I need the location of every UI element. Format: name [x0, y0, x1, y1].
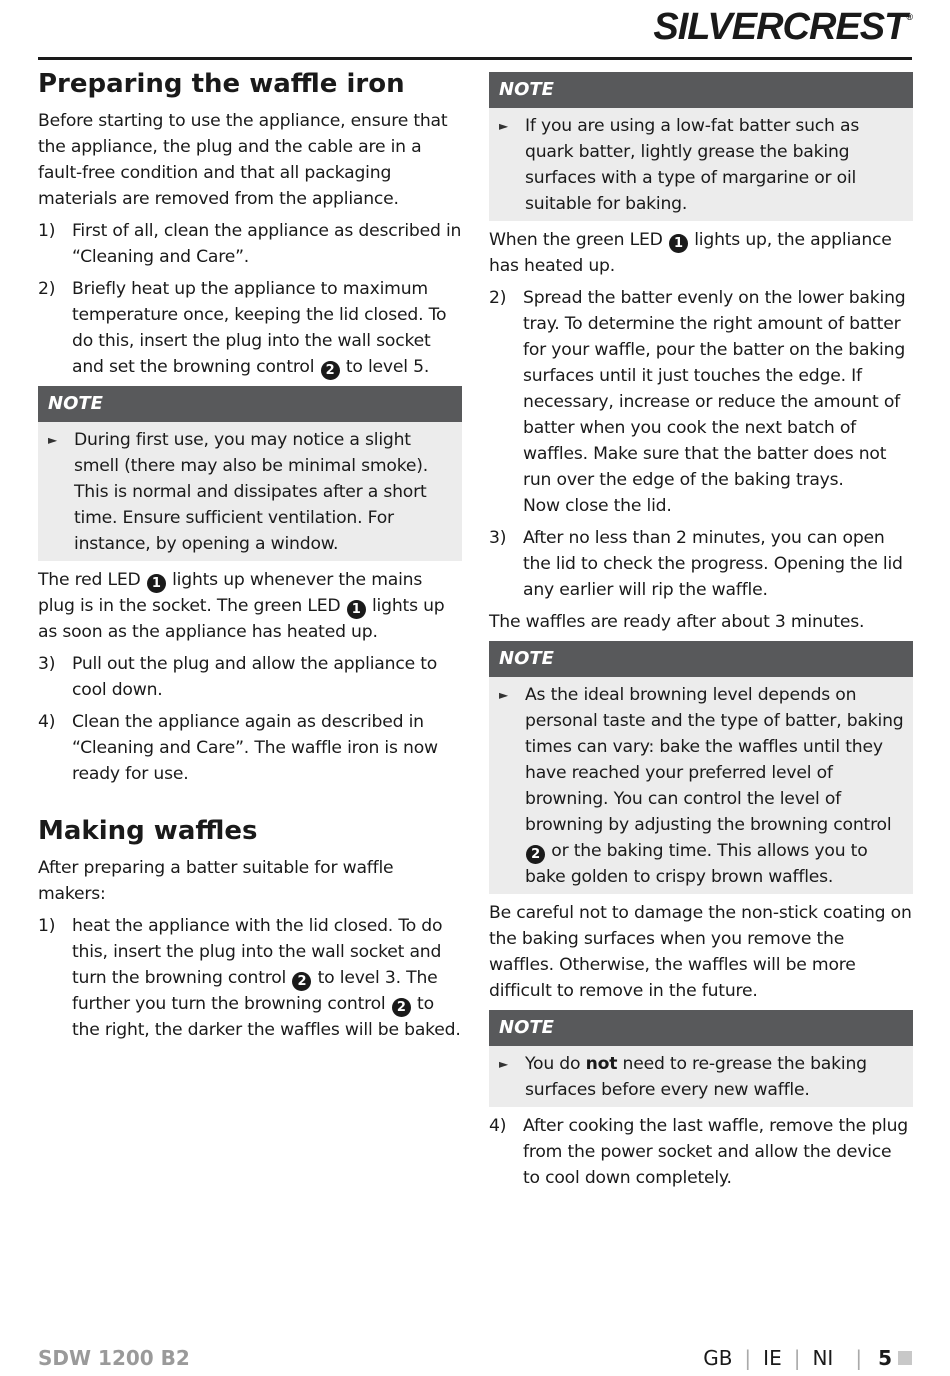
text-part: lights up as soon as the appliance has heated up.: [38, 596, 445, 642]
making-step-4: [489, 1113, 913, 1191]
step-number: 1): [38, 916, 56, 936]
arrow-icon: ►: [499, 688, 509, 702]
marker-2-icon: 2: [526, 845, 545, 864]
step-text: [72, 276, 462, 380]
note-body: [489, 677, 913, 894]
footer-nav: [703, 1346, 912, 1370]
marker-2-icon: 2: [392, 998, 411, 1017]
step-text: After cooking the last waffle, remove the plug from the power socket and allow the device to cool down completely.: [523, 1116, 909, 1188]
note-box: [489, 72, 913, 221]
making-step-1: [38, 913, 462, 1043]
step-number: 2): [38, 279, 56, 299]
green-led-paragraph: [489, 227, 913, 279]
intro-paragraph: Before starting to use the appliance, ensure that the appliance, the plug and the cable are in a fault-free condition and that all packaging materials are removed from the appliance.: [38, 111, 448, 209]
brand-name: SILVERCREST: [653, 6, 907, 48]
ready-paragraph: The waffles are ready after about 3 minutes.: [489, 612, 865, 632]
lang-ni: NI: [812, 1346, 834, 1370]
intro2-paragraph: After preparing a batter suitable for waffle makers:: [38, 858, 394, 904]
note-heading: NOTE: [489, 1010, 913, 1046]
step-4: [38, 709, 462, 787]
page-number: 5: [878, 1346, 892, 1370]
marker-2-icon: 2: [292, 972, 311, 991]
marker-1-icon: 1: [669, 234, 688, 253]
note-text-part: or the baking time. This allows you to bake golden to crispy brown waffles.: [525, 841, 868, 887]
registered-mark: ®: [906, 12, 912, 22]
text-part: When the green LED: [489, 230, 663, 250]
arrow-icon: ►: [499, 119, 509, 133]
led-paragraph: [38, 567, 462, 645]
note-heading: NOTE: [38, 386, 462, 422]
step-2: [38, 276, 462, 380]
note-text: During first use, you may notice a slight smell (there may also be minimal smoke). This is normal and dissipates after a short time. Ensure sufficient ventilation. For instance, by opening a window.: [74, 430, 429, 554]
note-body: [38, 422, 462, 561]
note-text-part: need to re-grease the baking surfaces before every new waffle.: [525, 1054, 867, 1100]
step-number: 3): [38, 654, 56, 674]
step-number: 4): [38, 712, 56, 732]
left-column: [38, 66, 462, 1049]
text-part: The red LED: [38, 570, 141, 590]
step-number: 2): [489, 288, 507, 308]
arrow-icon: ►: [48, 433, 58, 447]
making-step-2: [489, 285, 913, 519]
note-box: [489, 641, 913, 894]
marker-2-icon: 2: [321, 361, 340, 380]
step-number: 4): [489, 1116, 507, 1136]
step-text-part: Now close the lid.: [523, 496, 672, 516]
header-rule: [38, 57, 912, 60]
note-heading: NOTE: [489, 72, 913, 108]
separator: |: [855, 1346, 863, 1370]
note-heading: NOTE: [489, 641, 913, 677]
step-text-part: Spread the batter evenly on the lower baking tray. To determine the right amount of batter for your waffle, pour the batter on the baking surfaces until it just touches the edge. If necessary, increase or reduce the amount of batter when you cook the next batch of waffles. Make sure that the batter does not run over the edge of the baking trays.: [523, 288, 906, 490]
note-text-part: As the ideal browning level depends on personal taste and the type of batter, baking times can vary: bake the waffles until they have reached your preferred level of browning. You can control the level of browning by adjusting the browning control: [525, 685, 904, 835]
marker-1-icon: 1: [347, 600, 366, 619]
note-box: [489, 1010, 913, 1107]
note-text-part: You do: [525, 1054, 581, 1074]
step-text-part: Briefly heat up the appliance to maximum temperature once, keeping the lid closed. To do this, insert the plug into the wall socket and set the browning control: [72, 279, 447, 377]
brand-logo: [653, 6, 912, 49]
step-3: [38, 651, 462, 703]
step-text: After no less than 2 minutes, you can open the lid to check the progress. Opening the lid any earlier will rip the waffle.: [523, 528, 903, 600]
step-text: Pull out the plug and allow the appliance to cool down.: [72, 654, 438, 700]
careful-paragraph: Be careful not to damage the non-stick coating on the baking surfaces when you remove the waffles. Otherwise, the waffles will be more difficult to remove in the future.: [489, 903, 912, 1001]
section-title-preparing: Preparing the waffle iron: [38, 69, 405, 99]
separator: |: [744, 1346, 752, 1370]
note-text: If you are using a low-fat batter such as quark batter, lightly grease the baking surfaces with a type of margarine or oil suitable for baking.: [525, 116, 860, 214]
step-text-part: to level 3. The further you turn the browning control: [72, 968, 438, 1014]
lang-gb: GB: [703, 1346, 733, 1370]
marker-1-icon: 1: [147, 574, 166, 593]
step-number: 1): [38, 221, 56, 241]
note-body: [489, 108, 913, 221]
separator: |: [793, 1346, 801, 1370]
right-column: [489, 66, 913, 1197]
step-text: [523, 285, 913, 519]
model-number: SDW 1200 B2: [38, 1346, 190, 1370]
step-1: [38, 218, 462, 270]
page-marker-square: [898, 1351, 912, 1365]
lang-ie: IE: [763, 1346, 782, 1370]
step-number: 3): [489, 528, 507, 548]
step-text: First of all, clean the appliance as described in “Cleaning and Care”.: [72, 221, 462, 267]
note-text: [525, 682, 905, 890]
step-text-part: heat the appliance with the lid closed. To do this, insert the plug into the wall socket and turn the browning control: [72, 916, 443, 988]
section-title-making: Making waffles: [38, 816, 258, 846]
note-box: [38, 386, 462, 561]
note-text: [525, 1051, 905, 1103]
step-text-part: to the right, the darker the waffles will be baked.: [72, 994, 461, 1040]
step-text: Clean the appliance again as described in “Cleaning and Care”. The waffle iron is now ready for use.: [72, 712, 438, 784]
text-part: lights up, the appliance has heated up.: [489, 230, 892, 276]
note-text-bold: not: [585, 1054, 618, 1074]
arrow-icon: ►: [499, 1057, 509, 1071]
step-text: [72, 913, 462, 1043]
making-step-3: [489, 525, 913, 603]
note-body: [489, 1046, 913, 1107]
text-part: lights up whenever the mains plug is in the socket. The green LED: [38, 570, 423, 616]
step-text-part: to level 5.: [345, 357, 430, 377]
